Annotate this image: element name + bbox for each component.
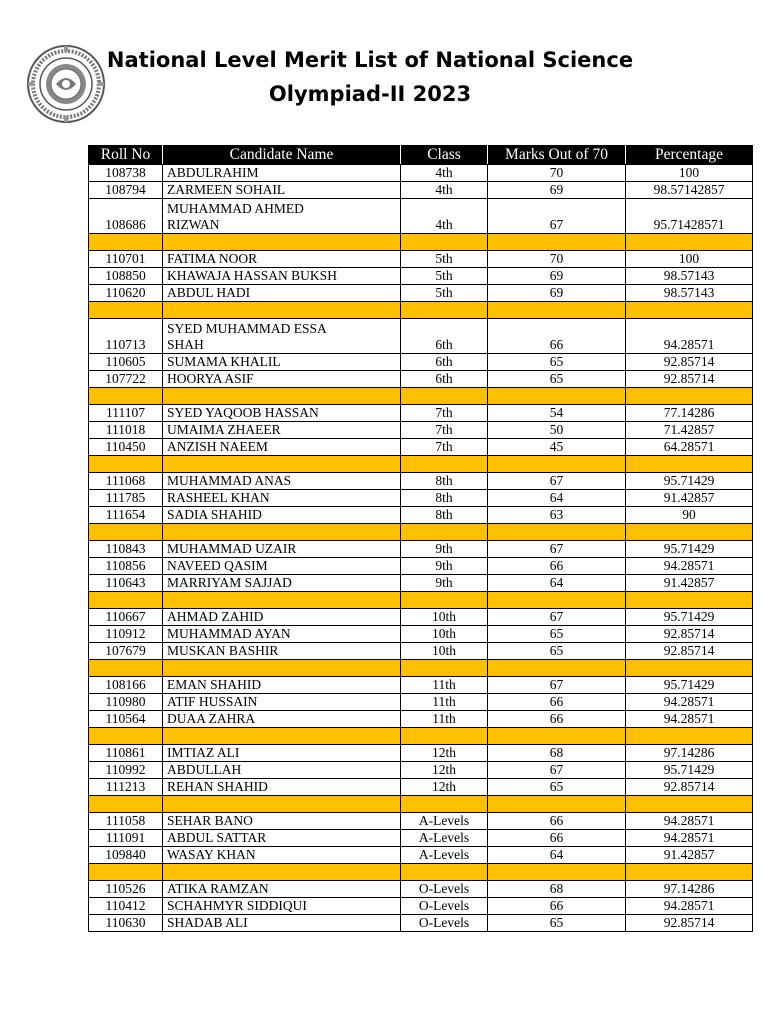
percentage-cell: 95.71429 [626,609,753,626]
separator-cell [163,660,401,677]
marks-cell: 65 [488,354,626,371]
candidate-name-cell: DUAA ZAHRA [163,711,401,728]
percentage-cell: 64.28571 [626,439,753,456]
table-row [89,881,753,898]
marks-cell: 65 [488,915,626,932]
candidate-name-cell: ABDUL SATTAR [163,830,401,847]
group-separator-row [89,456,753,473]
separator-cell [401,660,488,677]
roll-no-cell: 111785 [89,490,163,507]
candidate-name-cell: MUHAMMAD ANAS [163,473,401,490]
roll-no-cell: 111058 [89,813,163,830]
separator-cell [626,302,753,319]
group-separator-row [89,864,753,881]
group-separator-row [89,388,753,405]
class-cell: 4th [401,165,488,182]
separator-cell [401,864,488,881]
separator-cell [401,456,488,473]
candidate-name-cell: SEHAR BANO [163,813,401,830]
separator-cell [163,796,401,813]
marks-cell: 69 [488,182,626,199]
group-separator-row [89,796,753,813]
class-cell: 9th [401,575,488,592]
percentage-cell: 95.71429 [626,762,753,779]
table-row [89,626,753,643]
column-header-roll-no: Roll No [89,146,163,165]
roll-no-cell: 111068 [89,473,163,490]
class-cell: 10th [401,609,488,626]
separator-cell [89,388,163,405]
table-row [89,575,753,592]
candidate-name-cell: SUMAMA KHALIL [163,354,401,371]
table-row [89,199,753,234]
percentage-cell: 100 [626,165,753,182]
column-header-class: Class [401,146,488,165]
percentage-cell: 95.71429 [626,541,753,558]
candidate-name-cell: SYED MUHAMMAD ESSA SHAH [163,319,401,354]
table-row [89,813,753,830]
marks-cell: 64 [488,490,626,507]
table-row [89,609,753,626]
separator-cell [488,388,626,405]
separator-cell [163,456,401,473]
roll-no-cell: 111654 [89,507,163,524]
roll-no-cell: 110992 [89,762,163,779]
class-cell: 8th [401,473,488,490]
candidate-name-cell: ZARMEEN SOHAIL [163,182,401,199]
marks-cell: 70 [488,165,626,182]
separator-cell [401,728,488,745]
percentage-cell: 71.42857 [626,422,753,439]
class-cell: 12th [401,745,488,762]
separator-cell [89,864,163,881]
marks-cell: 67 [488,609,626,626]
percentage-cell: 95.71429 [626,473,753,490]
table-row [89,251,753,268]
candidate-name-cell: WASAY KHAN [163,847,401,864]
separator-cell [488,796,626,813]
marks-cell: 65 [488,779,626,796]
percentage-cell: 91.42857 [626,490,753,507]
percentage-cell: 95.71429 [626,677,753,694]
table-row [89,182,753,199]
roll-no-cell: 110861 [89,745,163,762]
percentage-cell: 100 [626,251,753,268]
percentage-cell: 77.14286 [626,405,753,422]
class-cell: 8th [401,507,488,524]
marks-cell: 70 [488,251,626,268]
merit-table [88,145,753,932]
candidate-name-cell: MUHAMMAD AHMED RIZWAN [163,199,401,234]
percentage-cell: 95.71428571 [626,199,753,234]
group-separator-row [89,728,753,745]
separator-cell [488,728,626,745]
group-separator-row [89,660,753,677]
candidate-name-cell: KHAWAJA HASSAN BUKSH [163,268,401,285]
separator-cell [163,728,401,745]
page-title-line-1: National Level Merit List of National Science [106,48,634,72]
class-cell: 12th [401,779,488,796]
group-separator-row [89,234,753,251]
percentage-cell: 94.28571 [626,319,753,354]
separator-cell [401,592,488,609]
table-row [89,762,753,779]
class-cell: 6th [401,354,488,371]
roll-no-cell: 110526 [89,881,163,898]
marks-cell: 67 [488,199,626,234]
roll-no-cell: 108794 [89,182,163,199]
marks-cell: 67 [488,541,626,558]
percentage-cell: 98.57142857 [626,182,753,199]
candidate-name-cell: ABDULRAHIM [163,165,401,182]
class-cell: 12th [401,762,488,779]
percentage-cell: 91.42857 [626,575,753,592]
marks-cell: 63 [488,507,626,524]
marks-cell: 68 [488,745,626,762]
class-cell: 5th [401,285,488,302]
separator-cell [163,302,401,319]
class-cell: A-Levels [401,847,488,864]
table-row [89,745,753,762]
separator-cell [626,592,753,609]
percentage-cell: 94.28571 [626,711,753,728]
separator-cell [488,592,626,609]
roll-no-cell: 108850 [89,268,163,285]
percentage-cell: 98.57143 [626,285,753,302]
separator-cell [626,234,753,251]
candidate-name-cell: MUHAMMAD UZAIR [163,541,401,558]
separator-cell [89,456,163,473]
class-cell: 4th [401,199,488,234]
percentage-cell: 94.28571 [626,898,753,915]
table-row [89,405,753,422]
class-cell: 6th [401,319,488,354]
percentage-cell: 92.85714 [626,371,753,388]
class-cell: A-Levels [401,813,488,830]
separator-cell [163,388,401,405]
separator-cell [89,302,163,319]
separator-cell [89,728,163,745]
table-row [89,830,753,847]
percentage-cell: 90 [626,507,753,524]
separator-cell [626,456,753,473]
separator-cell [488,660,626,677]
table-row [89,847,753,864]
roll-no-cell: 108738 [89,165,163,182]
separator-cell [488,234,626,251]
separator-cell [89,660,163,677]
marks-cell: 66 [488,830,626,847]
table-row [89,558,753,575]
table-row [89,677,753,694]
roll-no-cell: 109840 [89,847,163,864]
marks-cell: 50 [488,422,626,439]
candidate-name-cell: SYED YAQOOB HASSAN [163,405,401,422]
table-row [89,354,753,371]
marks-cell: 65 [488,371,626,388]
candidate-name-cell: FATIMA NOOR [163,251,401,268]
table-row [89,694,753,711]
candidate-name-cell: SCHAHMYR SIDDIQUI [163,898,401,915]
table-row [89,165,753,182]
candidate-name-cell: IMTIAZ ALI [163,745,401,762]
roll-no-cell: 110713 [89,319,163,354]
percentage-cell: 94.28571 [626,813,753,830]
roll-no-cell: 108166 [89,677,163,694]
roll-no-cell: 110643 [89,575,163,592]
roll-no-cell: 111018 [89,422,163,439]
marks-cell: 66 [488,694,626,711]
table-row [89,779,753,796]
marks-cell: 45 [488,439,626,456]
class-cell: 11th [401,677,488,694]
class-cell: 10th [401,626,488,643]
separator-cell [401,388,488,405]
class-cell: 9th [401,558,488,575]
roll-no-cell: 111107 [89,405,163,422]
table-row [89,898,753,915]
separator-cell [488,456,626,473]
class-cell: 8th [401,490,488,507]
marks-cell: 65 [488,643,626,660]
class-cell: 5th [401,251,488,268]
page-title-line-2: Olympiad-II 2023 [268,82,472,106]
separator-cell [401,524,488,541]
separator-cell [626,388,753,405]
marks-cell: 68 [488,881,626,898]
roll-no-cell: 110412 [89,898,163,915]
roll-no-cell: 110620 [89,285,163,302]
table-row [89,643,753,660]
candidate-name-cell: REHAN SHAHID [163,779,401,796]
class-cell: 7th [401,422,488,439]
table-row [89,371,753,388]
class-cell: A-Levels [401,830,488,847]
marks-cell: 67 [488,677,626,694]
marks-cell: 69 [488,268,626,285]
roll-no-cell: 107722 [89,371,163,388]
separator-cell [401,796,488,813]
class-cell: O-Levels [401,898,488,915]
separator-cell [488,302,626,319]
percentage-cell: 94.28571 [626,694,753,711]
roll-no-cell: 110912 [89,626,163,643]
marks-cell: 64 [488,847,626,864]
table-row [89,507,753,524]
percentage-cell: 91.42857 [626,847,753,864]
separator-cell [89,592,163,609]
class-cell: 9th [401,541,488,558]
roll-no-cell: 107679 [89,643,163,660]
candidate-name-cell: ATIF HUSSAIN [163,694,401,711]
candidate-name-cell: AHMAD ZAHID [163,609,401,626]
table-row [89,490,753,507]
roll-no-cell: 110564 [89,711,163,728]
separator-cell [626,796,753,813]
separator-cell [89,796,163,813]
candidate-name-cell: MUSKAN BASHIR [163,643,401,660]
roll-no-cell: 111091 [89,830,163,847]
roll-no-cell: 110605 [89,354,163,371]
marks-cell: 66 [488,558,626,575]
table-row [89,439,753,456]
roll-no-cell: 110701 [89,251,163,268]
roll-no-cell: 110667 [89,609,163,626]
candidate-name-cell: MUHAMMAD AYAN [163,626,401,643]
percentage-cell: 98.57143 [626,268,753,285]
table-row [89,711,753,728]
roll-no-cell: 111213 [89,779,163,796]
candidate-name-cell: MARRIYAM SAJJAD [163,575,401,592]
merit-table-body [89,165,753,932]
percentage-cell: 92.85714 [626,915,753,932]
table-row [89,915,753,932]
separator-cell [401,302,488,319]
roll-no-cell: 110980 [89,694,163,711]
olympiad-logo [26,44,106,124]
table-row [89,268,753,285]
marks-cell: 64 [488,575,626,592]
percentage-cell: 97.14286 [626,745,753,762]
marks-cell: 65 [488,626,626,643]
separator-cell [626,728,753,745]
column-header-marks: Marks Out of 70 [488,146,626,165]
class-cell: 7th [401,405,488,422]
percentage-cell: 97.14286 [626,881,753,898]
percentage-cell: 94.28571 [626,558,753,575]
class-cell: 10th [401,643,488,660]
separator-cell [626,864,753,881]
separator-cell [163,864,401,881]
group-separator-row [89,524,753,541]
roll-no-cell: 108686 [89,199,163,234]
roll-no-cell: 110450 [89,439,163,456]
separator-cell [488,864,626,881]
class-cell: 11th [401,711,488,728]
table-row [89,422,753,439]
candidate-name-cell: SADIA SHAHID [163,507,401,524]
percentage-cell: 94.28571 [626,830,753,847]
class-cell: 7th [401,439,488,456]
marks-cell: 54 [488,405,626,422]
marks-cell: 66 [488,813,626,830]
class-cell: O-Levels [401,881,488,898]
percentage-cell: 92.85714 [626,626,753,643]
separator-cell [626,524,753,541]
column-header-candidate-name: Candidate Name [163,146,401,165]
candidate-name-cell: UMAIMA ZHAEER [163,422,401,439]
marks-cell: 67 [488,473,626,490]
class-cell: O-Levels [401,915,488,932]
class-cell: 5th [401,268,488,285]
marks-cell: 67 [488,762,626,779]
candidate-name-cell: EMAN SHAHID [163,677,401,694]
class-cell: 11th [401,694,488,711]
separator-cell [163,524,401,541]
marks-cell: 66 [488,319,626,354]
candidate-name-cell: ABDUL HADI [163,285,401,302]
table-row [89,285,753,302]
class-cell: 4th [401,182,488,199]
class-cell: 6th [401,371,488,388]
candidate-name-cell: ATIKA RAMZAN [163,881,401,898]
separator-cell [163,592,401,609]
separator-cell [488,524,626,541]
marks-cell: 66 [488,711,626,728]
candidate-name-cell: ANZISH NAEEM [163,439,401,456]
separator-cell [89,234,163,251]
group-separator-row [89,592,753,609]
candidate-name-cell: NAVEED QASIM [163,558,401,575]
roll-no-cell: 110856 [89,558,163,575]
table-row [89,541,753,558]
percentage-cell: 92.85714 [626,354,753,371]
separator-cell [163,234,401,251]
roll-no-cell: 110843 [89,541,163,558]
merit-table-header [89,146,753,165]
candidate-name-cell: RASHEEL KHAN [163,490,401,507]
candidate-name-cell: HOORYA ASIF [163,371,401,388]
marks-cell: 69 [488,285,626,302]
candidate-name-cell: SHADAB ALI [163,915,401,932]
separator-cell [401,234,488,251]
percentage-cell: 92.85714 [626,779,753,796]
candidate-name-cell: ABDULLAH [163,762,401,779]
percentage-cell: 92.85714 [626,643,753,660]
group-separator-row [89,302,753,319]
separator-cell [89,524,163,541]
table-row [89,319,753,354]
roll-no-cell: 110630 [89,915,163,932]
marks-cell: 66 [488,898,626,915]
separator-cell [626,660,753,677]
table-row [89,473,753,490]
column-header-percentage: Percentage [626,146,753,165]
